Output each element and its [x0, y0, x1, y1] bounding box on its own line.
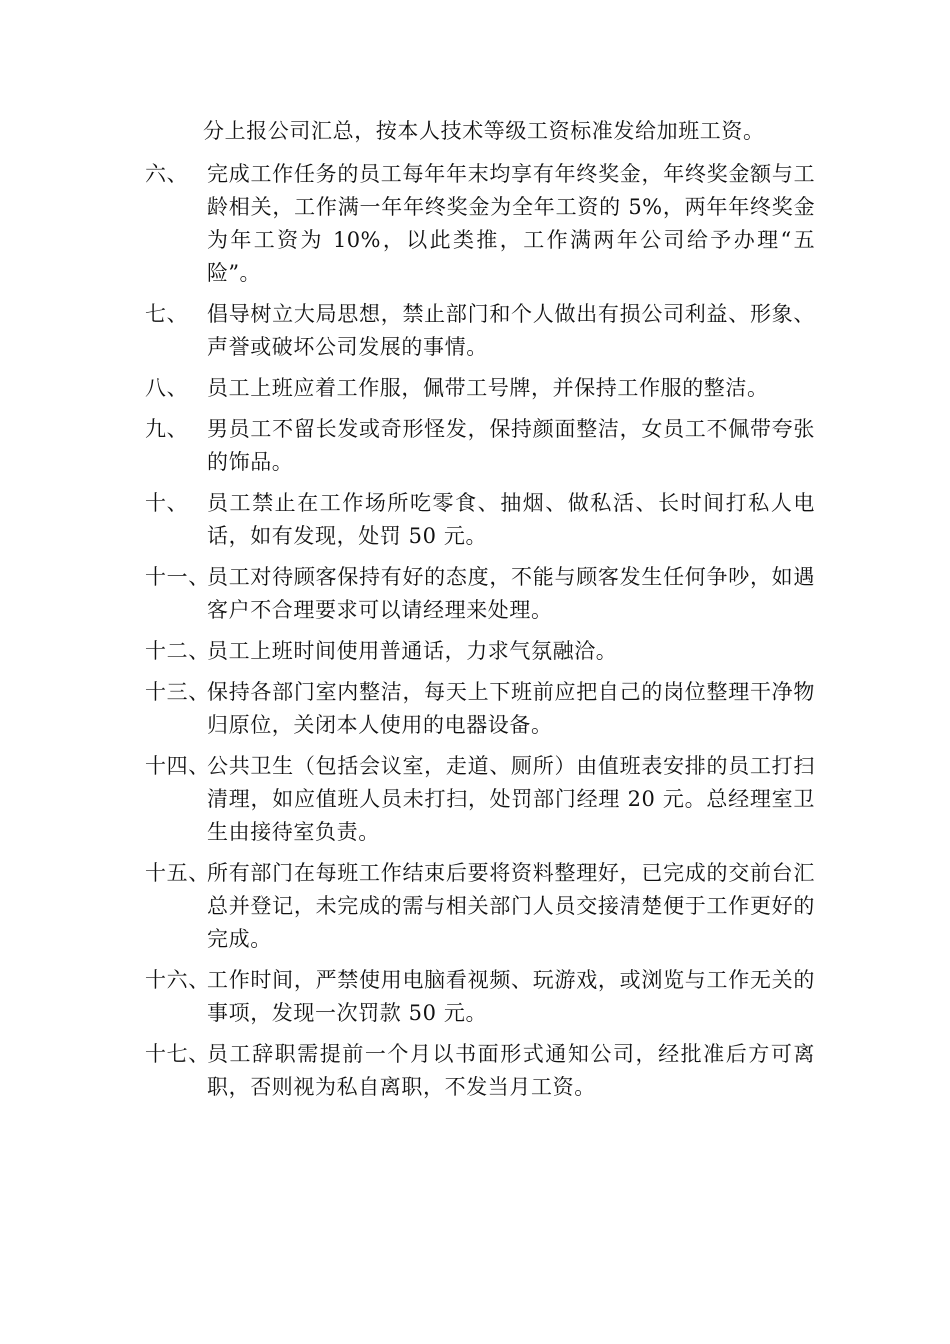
item-text: 员工对待顾客保持有好的态度，不能与顾客发生任何争吵，如遇客户不合理要求可以请经理来处理。 [207, 565, 815, 622]
item-number: 十五、 [145, 861, 210, 885]
item-number: 七、 [145, 302, 189, 326]
item-text: 倡导树立大局思想，禁止部门和个人做出有损公司利益、形象、声誉或破坏公司发展的事情。 [207, 302, 815, 359]
item-text: 男员工不留长发或奇形怪发，保持颜面整洁，女员工不佩带夸张的饰品。 [207, 417, 815, 474]
item-text: 员工禁止在工作场所吃零食、抽烟、做私活、长时间打私人电话，如有发现，处罚 50 元。 [207, 491, 815, 548]
item-number: 十四、 [145, 754, 210, 778]
list-item [145, 676, 815, 742]
item-text: 所有部门在每班工作结束后要将资料整理好，已完成的交前台汇总并登记，未完成的需与相关部门人员交接清楚便于工作更好的完成。 [207, 861, 815, 951]
item-text: 工作时间，严禁使用电脑看视频、玩游戏，或浏览与工作无关的事项，发现一次罚款 50 元。 [207, 968, 815, 1025]
list-item [145, 964, 815, 1030]
item-number: 八、 [145, 376, 189, 400]
list-item [145, 1038, 815, 1104]
item-text: 完成工作任务的员工每年年末均享有年终奖金，年终奖金额与工龄相关，工作满一年年终奖金为全年工资的 5%，两年年终奖金为年工资为 10%，以此类推，工作满两年公司给予办理“五险”。 [207, 162, 815, 285]
list-item [145, 857, 815, 956]
item-text: 员工上班应着工作服，佩带工号牌，并保持工作服的整洁。 [207, 376, 769, 400]
item-number: 六、 [145, 162, 189, 186]
item-number: 十六、 [145, 968, 210, 992]
continuation-text: 分上报公司汇总，按本人技术等级工资标准发给加班工资。 [203, 119, 765, 143]
list-item [145, 158, 815, 290]
rules-list [145, 158, 815, 1112]
item-number: 十三、 [145, 680, 210, 704]
item-text: 公共卫生（包括会议室，走道、厕所）由值班表安排的员工打扫清理，如应值班人员未打扫，处罚部门经理 20 元。总经理室卫生由接待室负责。 [207, 754, 815, 844]
list-item [145, 413, 815, 479]
list-item [145, 750, 815, 849]
item-text: 员工上班时间使用普通话，力求气氛融洽。 [207, 639, 618, 663]
item-number: 十一、 [145, 565, 210, 589]
item-text: 保持各部门室内整洁，每天上下班前应把自己的岗位整理干净物归原位，关闭本人使用的电器设备。 [207, 680, 815, 737]
list-item [145, 487, 815, 553]
list-item [145, 561, 815, 627]
list-item [145, 372, 815, 405]
item-number: 十二、 [145, 639, 210, 663]
item-text: 员工辞职需提前一个月以书面形式通知公司，经批准后方可离职，否则视为私自离职，不发当月工资。 [207, 1042, 815, 1099]
item-number: 十七、 [145, 1042, 210, 1066]
list-item [145, 635, 815, 668]
item-number: 十、 [145, 491, 189, 515]
list-item [145, 298, 815, 364]
item-number: 九、 [145, 417, 189, 441]
